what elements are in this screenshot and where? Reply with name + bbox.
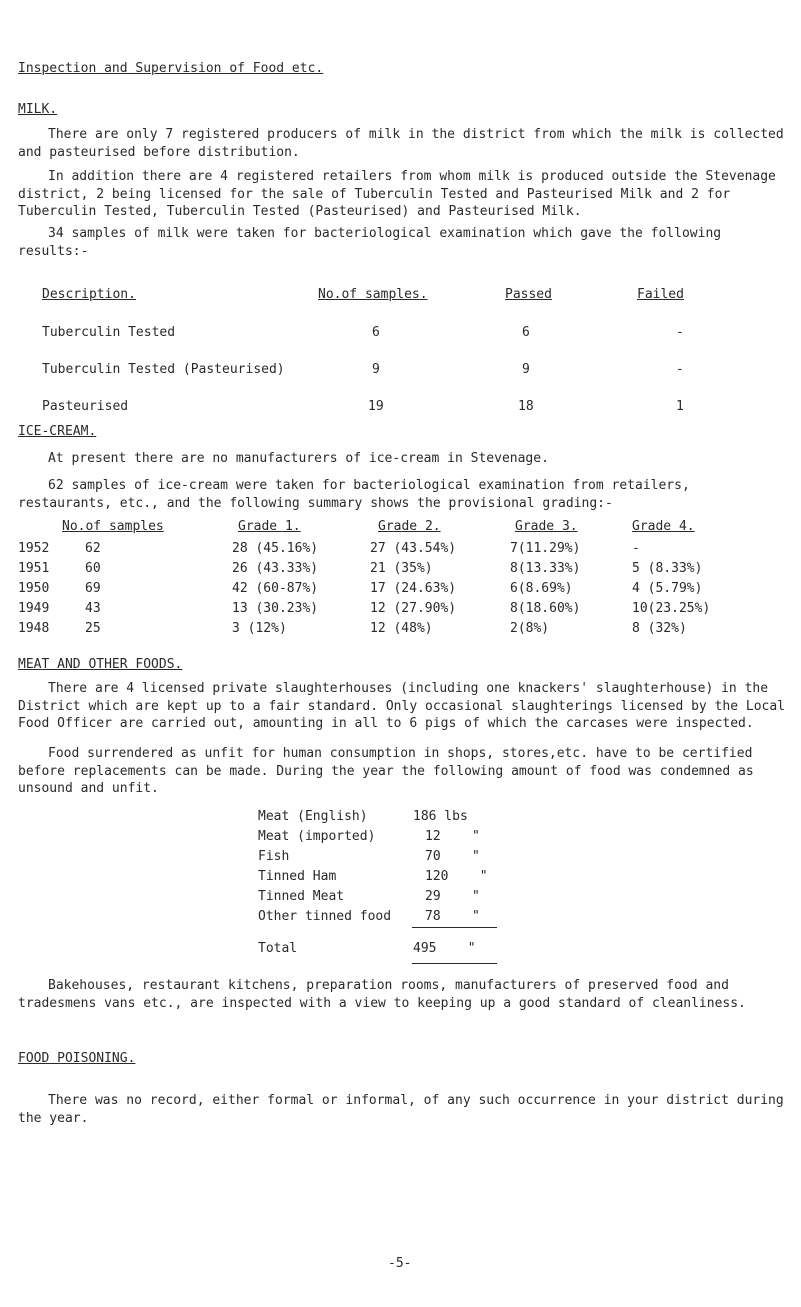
table-cell: 42 (60-87%) [232,581,319,596]
ice-cream-heading: ICE-CREAM. [18,424,97,439]
table-cell: - [632,541,640,556]
table-cell: 2(8%) [510,621,550,636]
table-cell: 19 [368,399,384,414]
page-number: -5- [388,1256,412,1271]
food-poisoning-paragraph: There was no record, either formal or informal, of any such occurrence in your district during the year. [18,1093,784,1126]
ice-cream-paragraph-1: At present there are no manufacturers of ice-cream in Stevenage. [48,451,549,466]
table-cell: 4 (5.79%) [632,581,703,596]
table-cell: 8(18.60%) [510,601,581,616]
table-cell: 1951 [18,561,50,576]
table-cell: 3 (12%) [232,621,287,636]
food-item-name: Tinned Ham [258,869,337,884]
table-cell: 62 [85,541,101,556]
table-cell: 43 [85,601,101,616]
table-cell: - [676,325,684,340]
ice-col-grade-2: Grade 2. [378,519,441,534]
table-cell: Tuberculin Tested (Pasteurised) [42,362,285,377]
ice-col-grade-3: Grade 3. [515,519,578,534]
table-cell: 6(8.69%) [510,581,573,596]
food-item-name: Other tinned food [258,909,392,924]
table-cell: 1 [676,399,684,414]
food-poisoning-heading: FOOD POISONING. [18,1051,136,1066]
table-cell: 5 (8.33%) [632,561,703,576]
table-cell: 26 (43.33%) [232,561,319,576]
table-cell: 1949 [18,601,50,616]
table-cell: 60 [85,561,101,576]
table-cell: - [676,362,684,377]
table-cell: 9 [372,362,380,377]
table-cell: 69 [85,581,101,596]
page-title: Inspection and Supervision of Food etc. [18,61,324,76]
table-cell: 1950 [18,581,50,596]
food-item-name: Meat (English) [258,809,368,824]
table-cell: 21 (35%) [370,561,433,576]
meat-paragraph-2: Food surrendered as unfit for human consumption in shops, stores,etc. have to be certified before replacements can be made. During the year the following amount of food was condemned as unsound and unfit. [18,746,754,797]
milk-heading: MILK. [18,102,58,117]
table-cell: 7(11.29%) [510,541,581,556]
table-cell: Tuberculin Tested [42,325,176,340]
meat-heading: MEAT AND OTHER FOODS. [18,657,183,672]
milk-col-description: Description. [42,287,136,302]
food-item-name: Fish [258,849,290,864]
table-cell: 10(23.25%) [632,601,711,616]
table-cell: 1952 [18,541,50,556]
milk-col-failed: Failed [637,287,684,302]
table-cell: 6 [372,325,380,340]
table-cell: 12 (27.90%) [370,601,457,616]
ice-cream-paragraph-2: 62 samples of ice-cream were taken for bacteriological examination from retailers, restaurants, etc., and the following summary shows the provisional grading:- [18,478,690,511]
table-cell: 6 [522,325,530,340]
milk-paragraph-1: There are only 7 registered producers of milk in the district from which the milk is collected and pasteurised before distribution. [18,127,784,160]
milk-col-passed: Passed [505,287,552,302]
food-item-amount: 70 " [425,849,480,864]
total-amount: 495 " [413,941,476,956]
table-cell: 8 (32%) [632,621,687,636]
table-cell: 17 (24.63%) [370,581,457,596]
table-cell: 25 [85,621,101,636]
total-label: Total [258,941,298,956]
meat-paragraph-1: There are 4 licensed private slaughterhouses (including one knackers' slaughterhouse) in the District which are kept up to a fair standard. Only occasional slaughterings licensed by the Local Food Officer are carried out, amounting in all to 6 pigs of which the carcases were inspected. [18,681,786,732]
table-cell: 9 [522,362,530,377]
table-cell: 8(13.33%) [510,561,581,576]
ice-col-grade-1: Grade 1. [238,519,301,534]
table-cell: 12 (48%) [370,621,433,636]
meat-paragraph-3: Bakehouses, restaurant kitchens, preparation rooms, manufacturers of preserved food and tradesmens vans etc., are inspected with a view to keeping up a good standard of cleanliness. [18,978,746,1011]
table-cell: 27 (43.54%) [370,541,457,556]
food-item-amount: 120 " [425,869,488,884]
ice-col-samples: No.of samples [62,519,164,534]
milk-col-samples: No.of samples. [318,287,428,302]
table-cell: 18 [518,399,534,414]
total-underline [412,963,497,964]
table-cell: 13 (30.23%) [232,601,319,616]
food-item-amount: 186 lbs [413,809,468,824]
food-item-amount: 12 " [425,829,480,844]
total-rule [412,927,497,928]
food-item-amount: 29 " [425,889,480,904]
food-item-name: Meat (imported) [258,829,376,844]
milk-paragraph-3: 34 samples of milk were taken for bacteriological examination which gave the following results:- [18,226,722,259]
table-cell: Pasteurised [42,399,129,414]
table-cell: 1948 [18,621,50,636]
food-item-amount: 78 " [425,909,480,924]
table-cell: 28 (45.16%) [232,541,319,556]
ice-col-grade-4: Grade 4. [632,519,695,534]
milk-paragraph-2: In addition there are 4 registered retailers from whom milk is produced outside the Stevenage district, 2 being licensed for the sale of Tuberculin Tested and Pasteurised Milk and 2 for Tuberculin Tested, Tuberculin Tested (Pasteurised) and Pasteurised Milk. [18,169,776,220]
food-item-name: Tinned Meat [258,889,345,904]
